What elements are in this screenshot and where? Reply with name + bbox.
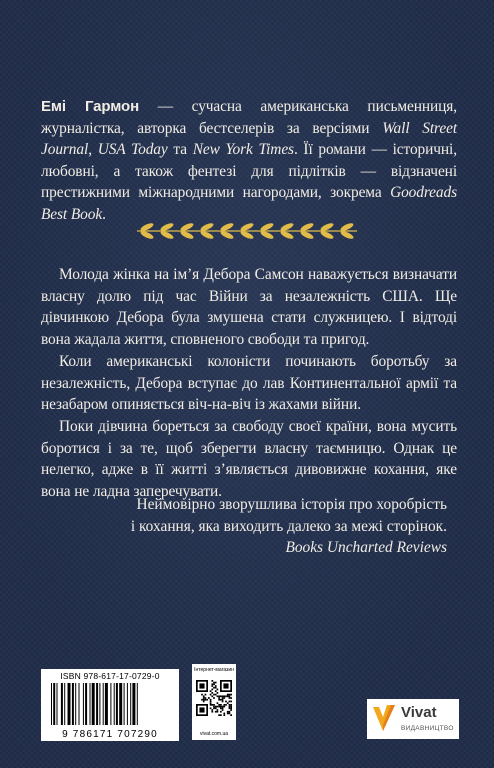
review-quote bbox=[117, 494, 447, 559]
bio-text: — сучасна американська письменниця, журналістка, авторка бестселерів за версіями bbox=[41, 98, 458, 137]
quote-line-1: Неймовірно зворушлива історія про хоробрість bbox=[136, 496, 447, 513]
quote-source: Books Uncharted Reviews bbox=[285, 539, 447, 557]
barcode-bars bbox=[51, 683, 169, 725]
book-description bbox=[41, 264, 457, 503]
qr-code-block bbox=[192, 664, 236, 740]
laurel-ornament bbox=[137, 221, 357, 241]
bio-wsj: Wall Street Journal bbox=[41, 119, 457, 159]
author-name: Емі Гармон bbox=[41, 98, 140, 115]
isbn-number: ISBN 978-617-17-0729-0 bbox=[60, 671, 160, 681]
description-paragraph-1: Молода жінка на ім’я Дебора Самсон наважується визначати власну долю під час Війни за незалежність США. Ще дівчинкою Дебора була змушена стати служницею. І відтоді вона жадала життя, сповненого свободи та пригод. bbox=[41, 266, 457, 349]
bio-goodreads: Goodreads Best Book bbox=[41, 184, 457, 223]
description-paragraph-3: Поки дівчина бореться за свободу своєї країни, вона мусить боротися і за те, щоб зберегти власну таємницю. Однак це нелегко, адже в її житті з’являється дивовижне кохання, яке вона не ладна заперечувати. bbox=[41, 417, 457, 501]
qr-caption-bottom: vivat.com.ua bbox=[199, 731, 229, 737]
vivat-logo-icon bbox=[371, 703, 397, 735]
publisher-brand: Vivat bbox=[401, 704, 437, 721]
qr-code bbox=[196, 680, 232, 716]
quote-line-2: і кохання, яка виходить далеко за межі сторінок. bbox=[130, 517, 447, 535]
qr-caption-top: Інтернет-магазин bbox=[194, 667, 234, 673]
bio-text-2: . Її романи — історичні, любовні, а також фентезі для підлітків — відзначені престижними міжнародними нагородами, зокрема bbox=[41, 141, 457, 202]
bio-end: . bbox=[102, 205, 106, 223]
bio-nyt: New York Times bbox=[192, 141, 294, 159]
description-paragraph-2: Коли американські колоністи починають боротьбу за незалежність, Дебора вступає до лав Континентальної армії та незабаром опиняється віч-на-віч із жахами війни. bbox=[41, 352, 457, 414]
publisher-logo bbox=[367, 699, 459, 739]
bio-usa-today: USA Today bbox=[97, 141, 168, 159]
bio-sep: , bbox=[88, 141, 98, 159]
isbn-barcode bbox=[41, 669, 179, 741]
publisher-subtitle: ВИДАВНИЦТВО bbox=[401, 725, 454, 732]
bio-and: та bbox=[167, 141, 193, 159]
barcode-digits: 9 786171 707290 bbox=[62, 729, 158, 740]
author-bio bbox=[41, 96, 457, 226]
